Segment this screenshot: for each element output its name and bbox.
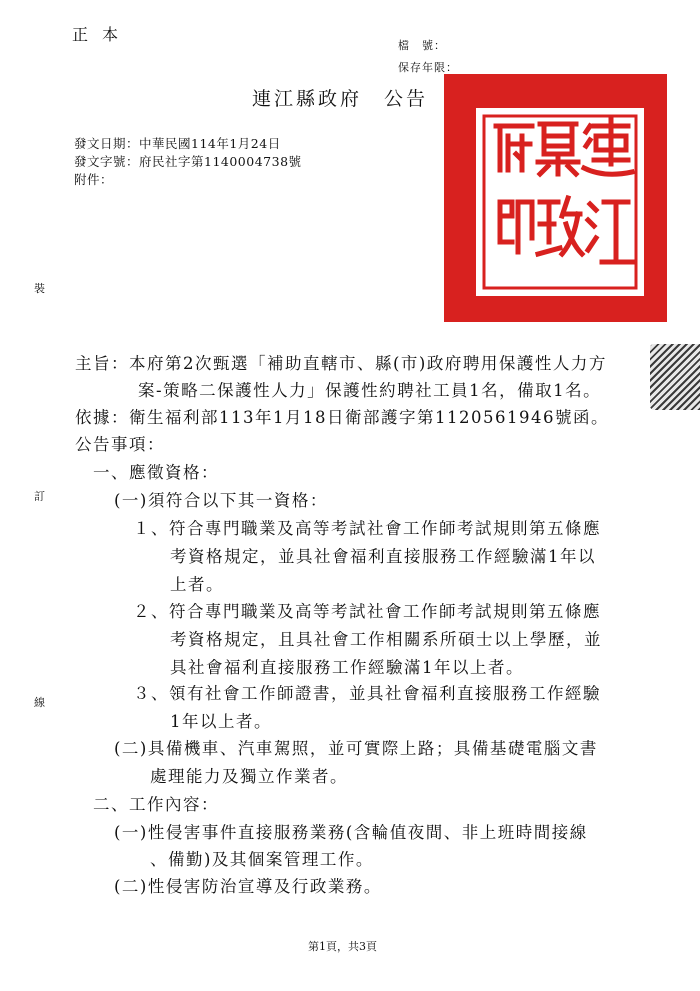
section-1-1-title: (一)須符合以下其一資格： [114, 491, 328, 510]
official-seal [444, 74, 667, 322]
notice-heading: 公告事項： [75, 435, 165, 454]
section-1-2-line-1: (二)具備機車、汽車駕照，並可實際上路；具備基礎電腦文書 [114, 739, 598, 758]
issue-date: 發文日期：中華民國114年1月24日 [74, 136, 281, 151]
item-1-line-3: 上者。 [170, 575, 224, 594]
subject-line-2: 案-策略二保護性人力」保護性約聘社工員1名，備取1名。 [138, 381, 602, 400]
item-3-line-1: ３、領有社會工作師證書，並具社會福利直接服務工作經驗 [133, 684, 601, 703]
official-seal-graphic [444, 74, 667, 322]
binding-mark-ding: 訂 [34, 490, 45, 503]
basis-line: 依據：衛生福利部113年1月18日衛部護字第1120561946號函。 [75, 408, 609, 427]
section-2-title: 二、工作內容： [93, 795, 219, 814]
section-2-1-line-1: (一)性侵害事件直接服務業務(含輪值夜間、非上班時間接線 [114, 823, 588, 842]
retention-period-label: 保存年限： [398, 61, 458, 74]
subject-line-1: 主旨：本府第2次甄選「補助直轄市、縣(市)政府聘用保護性人力方 [75, 354, 607, 373]
section-1-title: 一、應徵資格： [93, 463, 219, 482]
issue-number: 發文字號：府民社字第1140004738號 [74, 154, 302, 169]
document-type: 公告 [384, 88, 429, 110]
issuing-organization: 連江縣政府 [252, 88, 363, 110]
binding-mark-xian: 線 [34, 696, 45, 709]
edge-stamp-fragment [650, 344, 700, 410]
item-3-line-2: 1年以上者。 [170, 712, 272, 731]
document-header [252, 84, 428, 111]
item-1-line-2: 考資格規定，並具社會福利直接服務工作經驗滿1年以 [170, 547, 596, 566]
binding-mark-zhuang: 裝 [34, 282, 45, 295]
doc-number-label: 檔 號： [398, 39, 446, 52]
section-1-2-line-2: 處理能力及獨立作業者。 [150, 767, 348, 786]
item-2-line-3: 具社會福利直接服務工作經驗滿1年以上者。 [170, 658, 524, 677]
section-2-1-line-2: 、備勤)及其個案管理工作。 [150, 850, 374, 869]
attachment-label: 附件： [74, 172, 114, 187]
item-2-line-2: 考資格規定，且具社會工作相關系所碩士以上學歷，並 [170, 630, 602, 649]
page-number: 第1頁，共3頁 [308, 940, 377, 953]
item-2-line-1: ２、符合專門職業及高等考試社會工作師考試規則第五條應 [133, 602, 601, 621]
section-2-2-line: (二)性侵害防治宣導及行政業務。 [114, 877, 382, 896]
item-1-line-1: １、符合專門職業及高等考試社會工作師考試規則第五條應 [133, 519, 601, 538]
original-copy-mark: 正本 [72, 25, 133, 44]
